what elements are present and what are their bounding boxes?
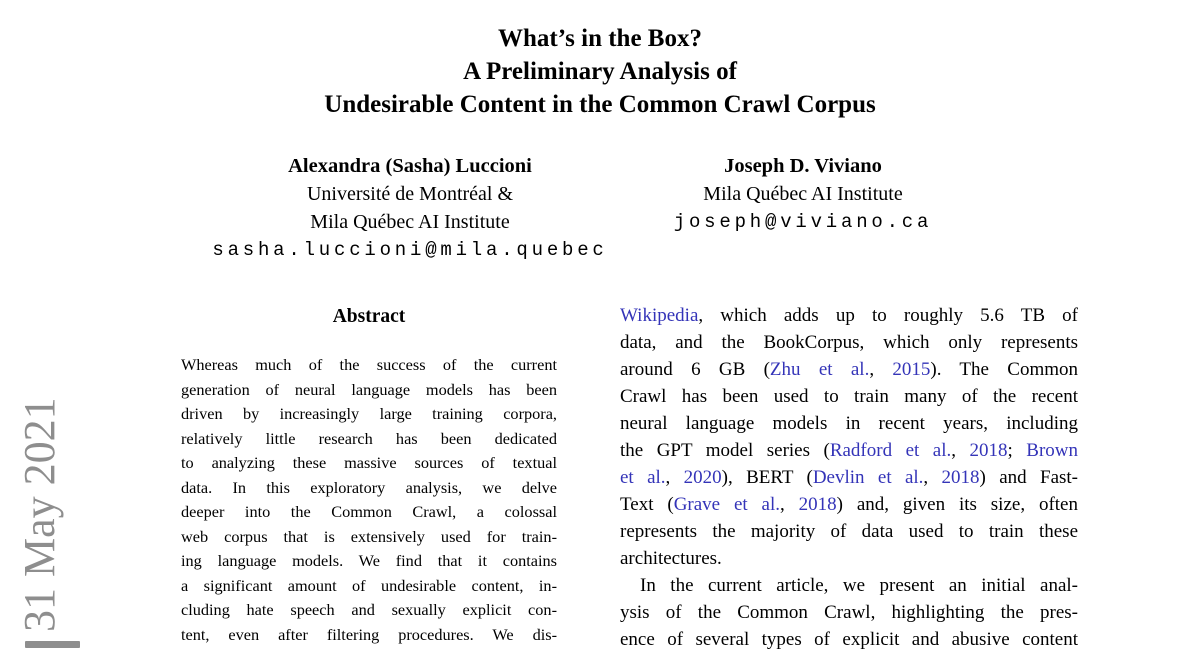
paper-title [0, 22, 1200, 121]
abstract-body [181, 353, 557, 647]
title-line: Undesirable Content in the Common Crawl Corpus [324, 91, 876, 118]
citation-link[interactable]: Grave et al. [673, 494, 781, 515]
text-segment: around 6 GB ( [620, 359, 770, 380]
body-column [620, 302, 1078, 653]
author-email: sasha.luccioni@mila.quebec [212, 239, 608, 261]
body-line [620, 437, 1078, 464]
text-segment: architectures. [620, 548, 722, 569]
author-affiliation: Mila Québec AI Institute [703, 183, 903, 205]
body-line [620, 383, 1078, 410]
body-line [620, 464, 1078, 491]
body-line [620, 329, 1078, 356]
text-segment: Crawl has been used to train many of the recent [620, 386, 1078, 407]
abstract-heading: Abstract [332, 306, 406, 327]
abstract-line: tent, even after filtering procedures. We dis- [181, 624, 557, 644]
text-segment: ysis of the Common Crawl, highlighting the pres- [620, 602, 1078, 623]
citation-link[interactable]: et al. [620, 467, 666, 488]
text-segment: the GPT model series ( [620, 440, 830, 461]
body-line [620, 572, 1078, 599]
body-line [620, 302, 1078, 329]
text-segment: , which adds up to roughly 5.6 TB of [698, 305, 1078, 326]
abstract-line: driven by increasingly large training corpora, [181, 404, 557, 423]
text-segment: , [780, 494, 799, 515]
text-segment: ) and, given its size, often [836, 494, 1078, 515]
citation-link[interactable]: Zhu et al. [769, 359, 870, 380]
text-segment: represents the majority of data used to train these [620, 521, 1078, 542]
abstract-line: relatively little research has been dedicated [181, 428, 557, 448]
abstract-section [181, 305, 557, 647]
citation-link[interactable]: Brown [1026, 440, 1079, 461]
body-line [620, 599, 1078, 626]
wikipedia-link[interactable]: Wikipedia [620, 305, 699, 326]
text-segment: ). The Common [930, 359, 1079, 380]
author-affiliation: Mila Québec AI Institute [310, 211, 510, 233]
text-segment: ) and Fast- [979, 467, 1078, 488]
author-name: Joseph D. Viviano [724, 155, 882, 177]
abstract-line: ing language models. We find that it contains [181, 551, 557, 570]
abstract-line: web corpus that is extensively used for train- [181, 526, 557, 546]
body-line [620, 626, 1078, 653]
author-affiliation: Université de Montréal & [306, 183, 514, 205]
abstract-line: data. In this exploratory analysis, we delve [181, 477, 557, 497]
text-segment: data, and the BookCorpus, which only represents [620, 332, 1078, 353]
abstract-line: a significant amount of undesirable content, in- [181, 575, 557, 595]
body-line [620, 545, 1078, 572]
citation-link[interactable]: Devlin et al. [812, 467, 924, 488]
author-name: Alexandra (Sasha) Luccioni [288, 155, 532, 177]
body-line [620, 518, 1078, 545]
text-segment: ; [1007, 440, 1027, 461]
arxiv-stamp-cutoff-fragment [25, 641, 80, 648]
text-segment: Text ( [620, 494, 674, 515]
citation-link[interactable]: 2018 [941, 467, 980, 488]
text-segment: , [951, 440, 970, 461]
body-line [620, 491, 1078, 518]
text-segment: , [869, 359, 893, 380]
author-block [608, 152, 998, 236]
text-segment: ), BERT ( [721, 467, 813, 488]
title-line: A Preliminary Analysis of [463, 58, 737, 85]
abstract-line: generation of neural language models has been [181, 379, 557, 399]
citation-link[interactable]: 2020 [683, 467, 722, 488]
author-email: joseph@viviano.ca [673, 211, 933, 233]
text-segment: ence of several types of explicit and abusive content [620, 629, 1078, 650]
text-segment: , [923, 467, 942, 488]
body-line [620, 356, 1078, 383]
abstract-line: to analyzing these massive sources of textual [181, 453, 557, 472]
arxiv-date-stamp: 31 May 2021 [15, 397, 64, 632]
citation-link[interactable]: 2018 [969, 440, 1008, 461]
text-segment: In the current article, we present an initial anal- [640, 575, 1078, 596]
abstract-line: cluding hate speech and sexually explicit con- [181, 600, 557, 619]
citation-link[interactable]: 2018 [798, 494, 837, 515]
body-line [620, 410, 1078, 437]
text-segment: neural language models in recent years, including [620, 413, 1078, 434]
abstract-line: deeper into the Common Crawl, a colossal [181, 502, 557, 521]
citation-link[interactable]: Radford et al. [829, 440, 952, 461]
citation-link[interactable]: 2015 [892, 359, 931, 380]
abstract-line: Whereas much of the success of the current [181, 355, 557, 374]
title-line: What’s in the Box? [498, 25, 702, 52]
text-segment: , [665, 467, 684, 488]
author-block [195, 152, 625, 264]
